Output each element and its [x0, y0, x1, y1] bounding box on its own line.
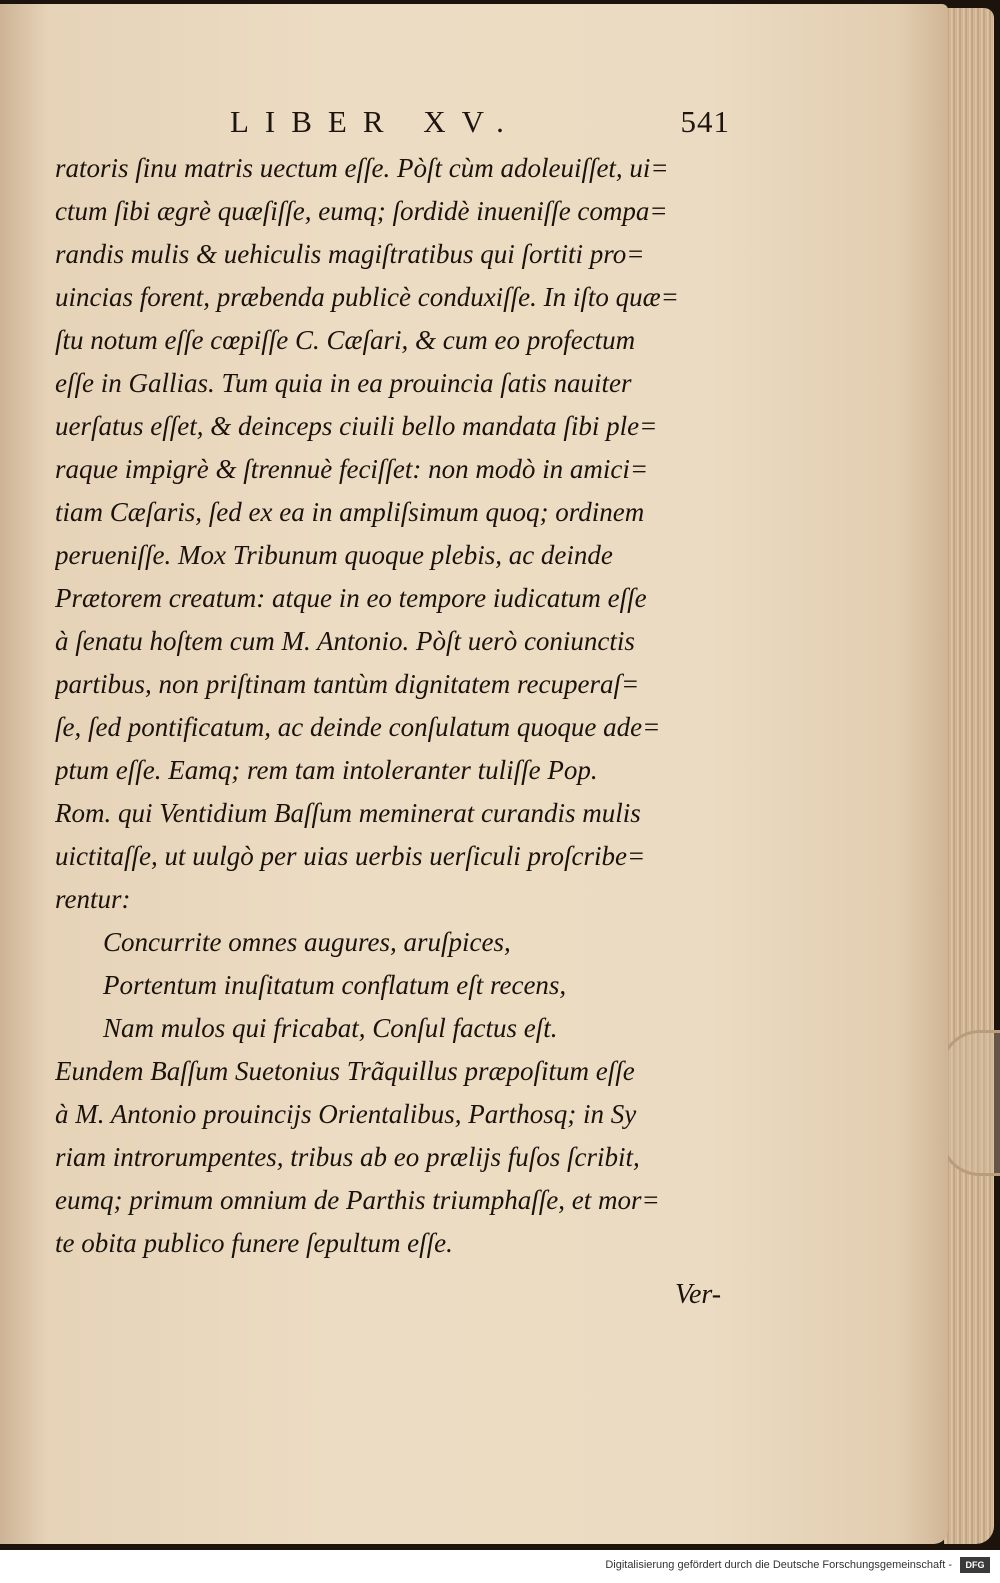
text-line: ſe, ſed pontificatum, ac deinde conſulatum quoque ade= — [55, 712, 661, 742]
text-line: à M. Antonio prouincijs Orientalibus, Parthosq; in Sy — [55, 1099, 637, 1129]
verse-line: Nam mulos qui fricabat, Conſul factus eſt. — [103, 1013, 558, 1043]
text-line: uictitaſſe, ut uulgò per uias uerbis uerſiculi proſcribe= — [55, 841, 646, 871]
text-line: ctum ſibi ægrè quæſiſſe, eumq; ſordidè inueniſſe compa= — [55, 196, 668, 226]
body-text — [55, 147, 745, 1265]
text-line: ratoris ſinu matris uectum eſſe. Pòſt cùm adoleuiſſet, ui= — [55, 153, 669, 183]
text-line: randis mulis & uehiculis magiſtratibus qui ſortiti pro= — [55, 239, 645, 269]
funding-credit: Digitalisierung gefördert durch die Deutsche Forschungsgemeinschaft - — [605, 1559, 952, 1571]
text-line: riam introrumpentes, tribus ab eo prælijs fuſos ſcribit, — [55, 1142, 640, 1172]
digitization-footer — [0, 1550, 1000, 1583]
text-line: tiam Cæſaris, ſed ex ea in ampliſsimum quoq; ordinem — [55, 497, 645, 527]
text-line: uincias forent, præbenda publicè conduxiſſe. In iſto quæ= — [55, 282, 679, 312]
verse-line: Portentum inuſitatum conflatum eſt recens, — [103, 970, 567, 1000]
catchword: Ver- — [675, 1279, 722, 1310]
dfg-logo: DFG — [960, 1557, 990, 1573]
text-line: Eundem Baſſum Suetonius Trãquillus præpoſitum eſſe — [55, 1056, 635, 1086]
text-line: eumq; primum omnium de Parthis triumphaſſe, et mor= — [55, 1185, 660, 1215]
folio-number: 541 — [680, 104, 730, 139]
running-head — [230, 104, 730, 144]
verse-line: Concurrite omnes augures, aruſpices, — [103, 927, 511, 957]
text-line: eſſe in Gallias. Tum quia in ea prouincia ſatis nauiter — [55, 368, 632, 398]
text-line: ptum eſſe. Eamq; rem tam intoleranter tuliſſe Pop. — [55, 755, 598, 785]
text-line: Rom. qui Ventidium Baſſum meminerat curandis mulis — [55, 798, 641, 828]
text-line: te obita publico funere ſepultum eſſe. — [55, 1228, 453, 1258]
page-fore-edge — [944, 8, 994, 1544]
text-line: ſtu notum eſſe cœpiſſe C. Cæſari, & cum eo profectum — [55, 325, 636, 355]
text-line: Prætorem creatum: atque in eo tempore iudicatum eſſe — [55, 583, 647, 613]
book-page — [0, 4, 948, 1544]
text-line: perueniſſe. Mox Tribunum quoque plebis, ac deinde — [55, 540, 613, 570]
text-line: rentur: — [55, 884, 131, 914]
text-line: raque impigrè & ſtrennuè feciſſet: non modò in amici= — [55, 454, 649, 484]
running-title: LIBER XV. — [230, 104, 520, 139]
text-line: partibus, non priſtinam tantùm dignitatem recuperaſ= — [55, 669, 640, 699]
clasp-shadow — [940, 1030, 1000, 1176]
text-line: uerſatus eſſet, & deinceps ciuili bello mandata ſibi ple= — [55, 411, 658, 441]
text-line: à ſenatu hoſtem cum M. Antonio. Pòſt uerò coniunctis — [55, 626, 635, 656]
